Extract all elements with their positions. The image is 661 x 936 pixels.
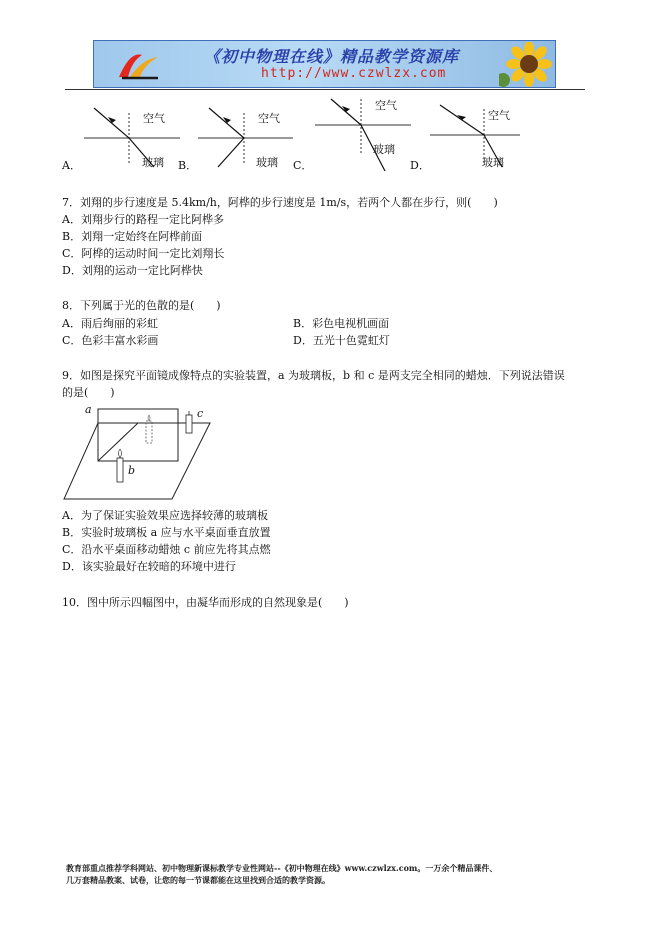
- q8-stem: 8．下列属于光的色散的是( ): [62, 299, 221, 312]
- q9-option-c: C．沿水平桌面移动蜡烛 c 前应先将其点燃: [62, 543, 271, 556]
- q6-option-c-label: C．: [293, 159, 313, 172]
- q9-label-a: a: [85, 403, 92, 416]
- q6-b-air-label: 空气: [258, 112, 280, 125]
- q9-stem-line2: 的是( ): [62, 386, 115, 399]
- q7-stem: 7．刘翔的步行速度是 5.4km/h，阿桦的步行速度是 1m/s，若两个人都在步行，则( ): [62, 196, 498, 209]
- q6-b-glass-label: 玻璃: [256, 156, 278, 169]
- q9-stem-line1: 9．如图是探究平面镜成像特点的实验装置，a 为玻璃板，b 和 c 是两支完全相同的蜡烛．下列说法错误: [62, 369, 565, 382]
- q6-option-b-label: B．: [178, 159, 198, 172]
- banner-url: http://www.czwlzx.com: [261, 66, 447, 81]
- header-divider: [65, 89, 585, 90]
- q6-diagram-d: [410, 95, 525, 173]
- czwlzx-logo-icon: [114, 47, 164, 81]
- q6-c-air-label: 空气: [375, 99, 397, 112]
- q6-d-glass-label: 玻璃: [482, 156, 504, 169]
- q10-stem: 10．图中所示四幅图中，由凝华而形成的自然现象是( ): [62, 596, 349, 609]
- q7-option-d: D．刘翔的运动一定比阿桦快: [62, 264, 203, 277]
- q8-option-c: C．色彩丰富水彩画: [62, 334, 159, 347]
- q6-a-air-label: 空气: [143, 112, 165, 125]
- q9-option-d: D．该实验最好在较暗的环境中进行: [62, 560, 236, 573]
- q6-diagram-a: [62, 95, 180, 173]
- q8-option-a: A．雨后绚丽的彩虹: [62, 317, 158, 330]
- q9-label-c: c: [197, 407, 204, 420]
- q6-diagram-c: [293, 95, 411, 173]
- q6-c-glass-label: 玻璃: [373, 143, 395, 156]
- q9-experiment-figure: [62, 403, 214, 501]
- q7-option-a: A．刘翔步行的路程一定比阿桦多: [62, 213, 224, 226]
- q8-option-d: D．五光十色霓虹灯: [293, 334, 390, 347]
- footer-line2: 几万套精品教案、试卷，让您的每一节课都能在这里找到合适的教学资源。: [66, 875, 330, 885]
- q8-option-b: B．彩色电视机画面: [293, 317, 390, 330]
- q6-option-d-label: D．: [410, 159, 430, 172]
- banner-title: 《初中物理在线》精品教学资源库: [204, 47, 460, 66]
- header-banner: [93, 40, 556, 88]
- q7-option-c: C．阿桦的运动时间一定比刘翔长: [62, 247, 225, 260]
- q6-a-glass-label: 玻璃: [142, 156, 164, 169]
- q7-option-b: B．刘翔一定始终在阿桦前面: [62, 230, 203, 243]
- q9-option-a: A．为了保证实验效果应选择较薄的玻璃板: [62, 509, 268, 522]
- q6-d-air-label: 空气: [488, 109, 510, 122]
- footer-line1: 教育部重点推荐学科网站、初中物理新课标教学专业性网站--《初中物理在线》www.czwlzx.com。一万余个精品课件、: [66, 863, 498, 873]
- q6-option-a-label: A．: [62, 159, 81, 172]
- sunflower-icon: [499, 42, 555, 88]
- q9-label-b: b: [128, 464, 136, 477]
- page-footer: [66, 862, 601, 886]
- q6-diagram-b: [178, 95, 293, 173]
- plane-mirror-setup-figure: [62, 403, 214, 501]
- q9-option-b: B．实验时玻璃板 a 应与水平桌面垂直放置: [62, 526, 271, 539]
